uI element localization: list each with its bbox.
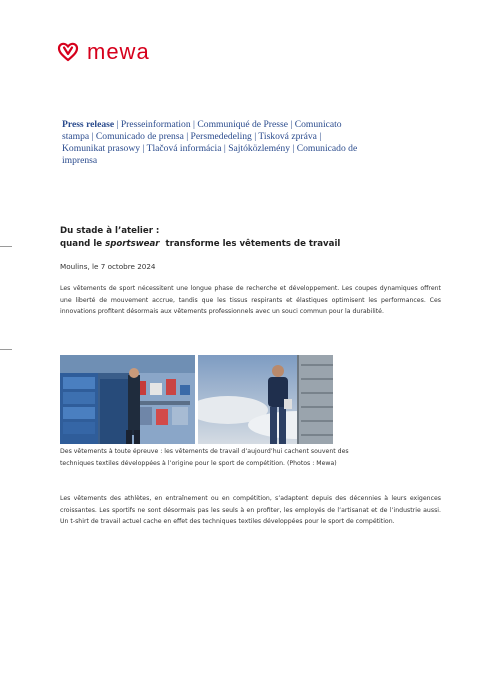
headline-line-2 <box>60 238 440 251</box>
warehouse-photo <box>60 355 195 444</box>
language-links <box>62 119 362 167</box>
intro-paragraph: Les vêtements de sport nécessitent une longue phase de recherche et développement. Les coupes dynamiques offrent une liberté de mouvement accrue, tandis que les tissus respirants et élastiques optimisent les performances. Ces innovations profitent désormais aux vêtements professionnels avec un souci commun pour la durabilité. <box>60 285 441 315</box>
headline-italic: sportswear <box>105 239 160 249</box>
headline-prefix: quand le <box>60 239 106 249</box>
language-separator: | <box>287 119 295 130</box>
language-link[interactable]: Comunicado de imprensa <box>62 143 358 166</box>
language-separator: | <box>290 143 297 154</box>
dateline: Moulins, le 7 octobre 2024 <box>60 262 156 271</box>
article-headline <box>60 225 440 251</box>
body-paragraph: Les vêtements des athlètes, en entraînement ou en compétition, s’adaptent depuis des décennies à leurs exigences croissantes. Les sportifs ne sont désormais pas les seuls à en profiter, les employés de l’artisanat et de l’industrie aussi. Un t-shirt de travail actuel cache en effet des techniques textiles développées pour le sport de compétition. <box>60 495 441 525</box>
language-separator: | <box>183 131 191 142</box>
language-separator: | <box>251 131 259 142</box>
headline-suffix: transforme les vêtements de travail <box>159 239 341 249</box>
logo-wordmark: mewa <box>87 39 150 64</box>
mewa-heart-icon <box>57 41 79 63</box>
language-separator: | <box>221 143 229 154</box>
language-link[interactable]: Komunikat prasowy <box>62 143 141 154</box>
fold-mark-middle <box>0 349 12 350</box>
language-separator: | <box>190 119 198 130</box>
language-separator: | <box>316 131 322 142</box>
language-link[interactable]: Persmededeling <box>190 131 252 142</box>
language-link[interactable]: Tlačová informácia <box>146 143 222 154</box>
photo-caption: Des vêtements à toute épreuve : les vêtements de travail d’aujourd’hui cachent souvent des techniques textiles développées à l’origine pour le sport de compétition. (Photos : Mewa) <box>60 448 349 467</box>
language-link[interactable]: Press release <box>62 119 115 130</box>
language-link[interactable]: Tisková zpráva <box>258 131 317 142</box>
language-link[interactable]: Presseinformation <box>120 119 191 130</box>
language-separator: | <box>140 143 147 154</box>
headline-line-1: Du stade à l’atelier : <box>60 226 160 236</box>
mewa-logo <box>57 40 150 64</box>
language-link[interactable]: Comunicato stampa <box>62 119 342 142</box>
language-link[interactable]: Sajtóközlemény <box>228 143 290 154</box>
language-separator: | <box>114 119 121 130</box>
worker-stairs-photo <box>198 355 333 444</box>
language-link[interactable]: Comunicado de prensa <box>95 131 184 142</box>
language-separator: | <box>89 131 96 142</box>
fold-mark-top <box>0 246 12 247</box>
language-link[interactable]: Communiqué de Presse <box>197 119 288 130</box>
